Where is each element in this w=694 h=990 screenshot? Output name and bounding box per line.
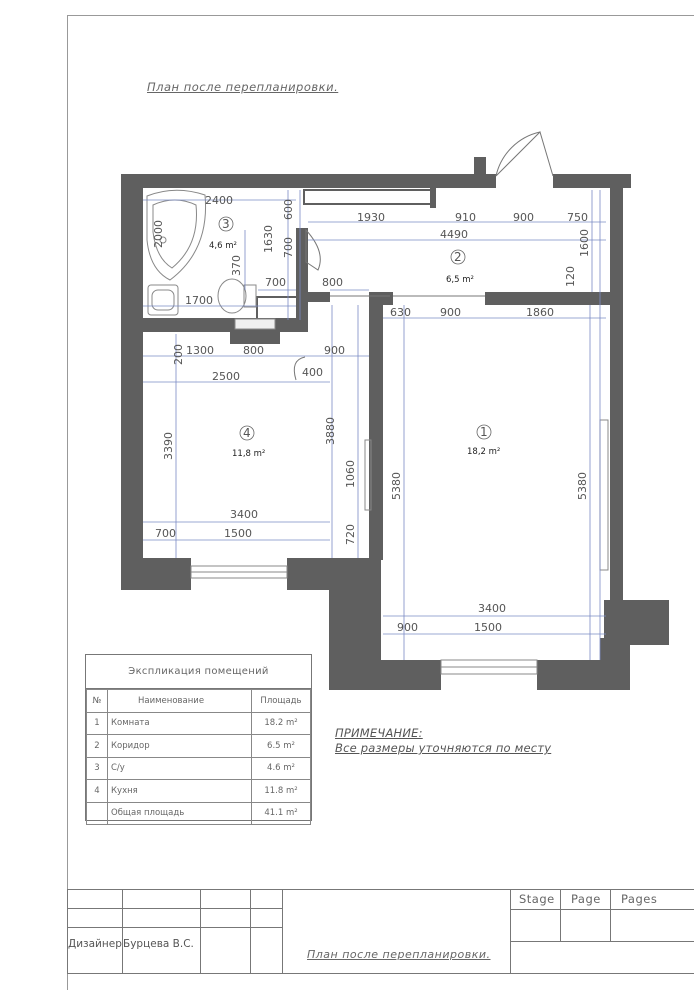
title-block (67, 889, 694, 974)
dim-label: 750 (567, 211, 588, 224)
row-number (87, 802, 108, 825)
dim-label: 370 (230, 255, 243, 276)
dim-label: 3390 (162, 432, 175, 460)
row-name: Общая площадь (108, 802, 252, 825)
explication-table (85, 654, 312, 821)
row-area: 41.1 m² (252, 802, 311, 825)
row-name: Комната (108, 712, 252, 735)
dim-label: 1500 (474, 621, 502, 634)
header-area: Площадь (252, 690, 311, 713)
dim-label: 2400 (205, 194, 233, 207)
table-row-total (87, 802, 311, 825)
stamp-pages-label: Pages (621, 892, 658, 906)
table-header-row (87, 690, 311, 713)
explication-caption: Экспликация помещений (86, 655, 311, 689)
room-area: 4,6 m² (209, 241, 237, 251)
plan-title: План после перепланировки. (147, 80, 339, 94)
stamp-title: План после перепланировки. (307, 948, 491, 961)
dim-label: 1860 (526, 306, 554, 319)
dim-label: 800 (322, 276, 343, 289)
dim-label: 5380 (390, 472, 403, 500)
dim-label: 700 (155, 527, 176, 540)
dim-label: 600 (282, 199, 295, 220)
room-number: 2 (454, 250, 462, 264)
note-heading: ПРИМЕЧАНИЕ: (335, 726, 423, 740)
dim-label: 400 (302, 366, 323, 379)
dim-label: 720 (344, 524, 357, 545)
dim-label: 800 (243, 344, 264, 357)
dim-label: 3400 (230, 508, 258, 521)
dim-label: 900 (440, 306, 461, 319)
dim-label: 1060 (344, 460, 357, 488)
row-area: 18.2 m² (252, 712, 311, 735)
room-number: 1 (480, 425, 488, 439)
dim-label: 2500 (212, 370, 240, 383)
dim-label: 1700 (185, 294, 213, 307)
row-name: Коридор (108, 735, 252, 758)
room-area: 11,8 m² (232, 449, 266, 459)
dim-label: 630 (390, 306, 411, 319)
designer-name: Бурцева В.С. (123, 938, 194, 950)
table-row (87, 735, 311, 758)
dim-label: 120 (564, 266, 577, 287)
row-number: 1 (87, 712, 108, 735)
dim-label: 3880 (324, 417, 337, 445)
dim-label: 1300 (186, 344, 214, 357)
room-area: 18,2 m² (467, 447, 501, 457)
dim-label: 5380 (576, 472, 589, 500)
row-name: Кухня (108, 780, 252, 803)
row-area: 6.5 m² (252, 735, 311, 758)
dim-label: 1930 (357, 211, 385, 224)
dim-label: 900 (397, 621, 418, 634)
dim-label: 700 (265, 276, 286, 289)
row-number: 3 (87, 757, 108, 780)
row-name: С/у (108, 757, 252, 780)
dim-label: 3400 (478, 602, 506, 615)
room-number: 3 (222, 217, 230, 231)
stamp-page-label: Page (571, 892, 601, 906)
fixtures (147, 190, 275, 329)
note-text: Все размеры уточняются по месту (335, 741, 552, 755)
header-name: Наименование (108, 690, 252, 713)
dim-label: 910 (455, 211, 476, 224)
dim-label: 1500 (224, 527, 252, 540)
header-number: № (87, 690, 108, 713)
dim-label: 4490 (440, 228, 468, 241)
stamp-stage-label: Stage (519, 892, 555, 906)
dim-label: 2000 (152, 220, 165, 248)
dim-label: 900 (513, 211, 534, 224)
row-area: 4.6 m² (252, 757, 311, 780)
dim-label: 1630 (262, 225, 275, 253)
row-area: 11.8 m² (252, 780, 311, 803)
designer-label: Дизайнер (68, 938, 122, 950)
table-row (87, 757, 311, 780)
row-number: 2 (87, 735, 108, 758)
dim-label: 200 (172, 344, 185, 365)
room-area: 6,5 m² (446, 275, 474, 285)
row-number: 4 (87, 780, 108, 803)
table-row (87, 780, 311, 803)
doors (294, 132, 553, 380)
dim-label: 900 (324, 344, 345, 357)
table-row (87, 712, 311, 735)
dim-label: 1600 (578, 229, 591, 257)
room-number: 4 (243, 426, 251, 440)
dim-label: 700 (282, 237, 295, 258)
note-block (335, 726, 551, 756)
